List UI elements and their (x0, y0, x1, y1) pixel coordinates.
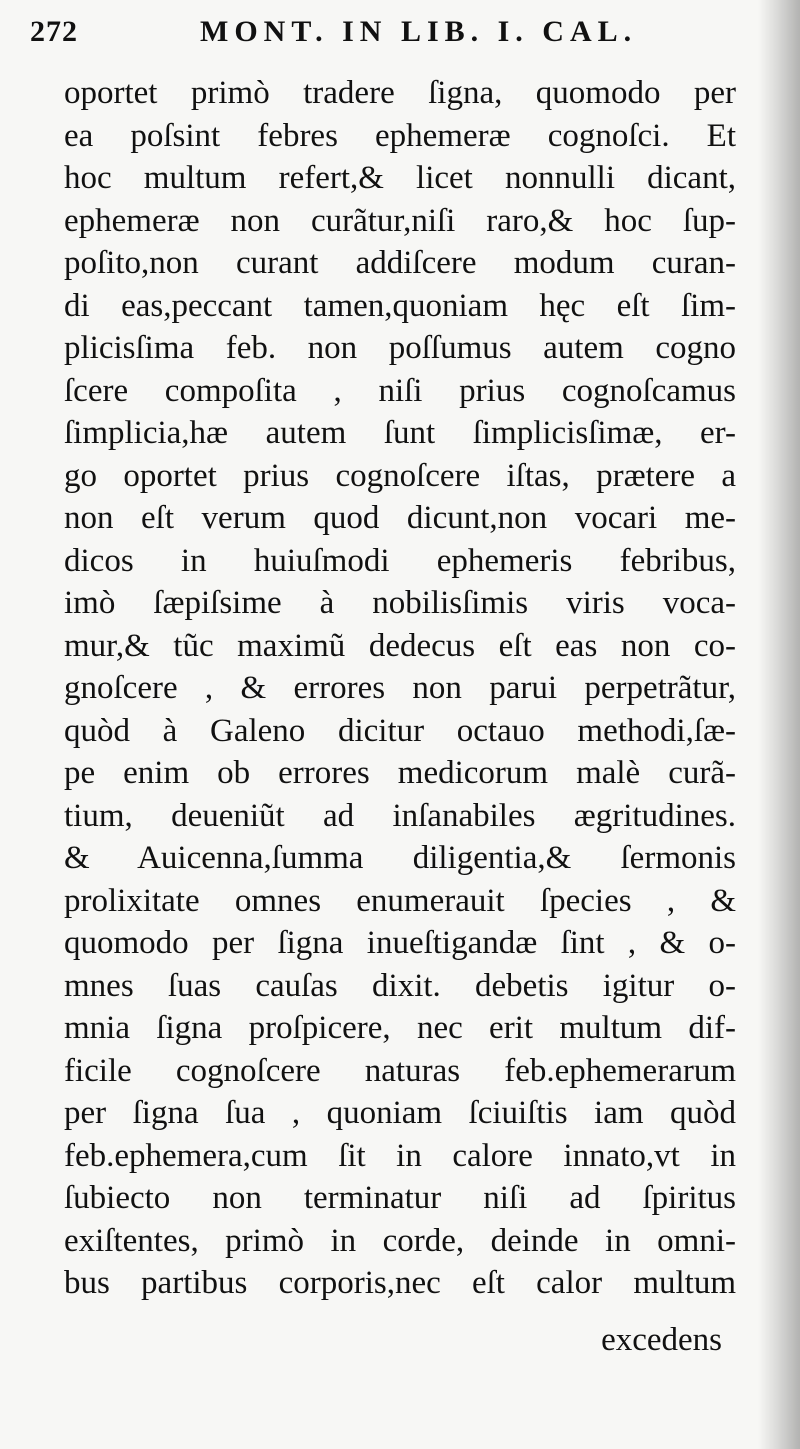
text-line: per ſigna ſua , quoniam ſciuiſtis iam quòd (64, 1095, 736, 1131)
text-line: mur,& tũc maximũ dedecus eſt eas non co- (64, 627, 736, 664)
text-line: ſimplicia,hæ autem ſunt ſimplicisſimæ, er- (64, 415, 736, 451)
text-line: feb.ephemera,cum ſit in calore innato,vt in (64, 1137, 736, 1174)
text-line: oportet primò tradere ſigna, quomodo per (64, 75, 736, 111)
page-gutter-shadow (758, 0, 800, 1449)
text-line: & Auicenna,ſumma diligentia,& ſermonis (64, 840, 736, 876)
text-line: non eſt verum quod dicunt,non vocari me- (64, 500, 736, 536)
text-line: ſubiecto non terminatur niſi ad ſpiritus (64, 1180, 736, 1216)
text-line: poſito,non curant addiſcere modum curan- (64, 245, 736, 281)
text-line: quòd à Galeno dicitur octauo methodi,ſæ- (64, 712, 736, 749)
body-text (64, 72, 736, 1305)
text-line: ea poſsint febres ephemeræ cognoſci. Et (64, 117, 736, 154)
text-line: tium, deueniũt ad inſanabiles ægritudines. (64, 797, 736, 834)
page-number: 272 (30, 15, 78, 48)
text-line: mnes ſuas cauſas dixit. debetis igitur o- (64, 967, 736, 1004)
text-line: imò ſæpiſsime à nobilisſimis viris voca- (64, 585, 736, 621)
catchword: excedens (601, 1322, 722, 1358)
text-line: ſcere compoſita , niſi prius cognoſcamus (64, 372, 736, 409)
running-title: MONT. IN LIB. I. CAL. (200, 15, 638, 48)
text-line: bus partibus corporis,nec eſt calor multum (64, 1265, 736, 1301)
text-line: ficile cognoſcere naturas feb.ephemerarum (64, 1052, 736, 1089)
text-line: exiſtentes, primò in corde, deinde in omni- (64, 1222, 736, 1259)
text-line: ephemeræ non curãtur,niſi raro,& hoc ſup- (64, 202, 736, 239)
text-line: di eas,peccant tamen,quoniam hęc eſt ſim- (64, 287, 736, 324)
text-line: quomodo per ſigna inueſtigandæ ſint , & o- (64, 925, 736, 961)
text-line: prolixitate omnes enumerauit ſpecies , & (64, 882, 736, 919)
text-line: dicos in huiuſmodi ephemeris febribus, (64, 542, 736, 579)
text-line: hoc multum refert,& licet nonnulli dicant, (64, 160, 736, 196)
text-line: pe enim ob errores medicorum malè curã- (64, 755, 736, 791)
running-head (30, 10, 750, 54)
text-line: mnia ſigna proſpicere, nec erit multum dif- (64, 1010, 736, 1046)
text-line: plicisſima feb. non poſſumus autem cogno (64, 330, 736, 366)
text-line: gnoſcere , & errores non parui perpetrãtur, (64, 670, 736, 706)
text-line: go oportet prius cognoſcere iſtas, prætere a (64, 457, 736, 494)
